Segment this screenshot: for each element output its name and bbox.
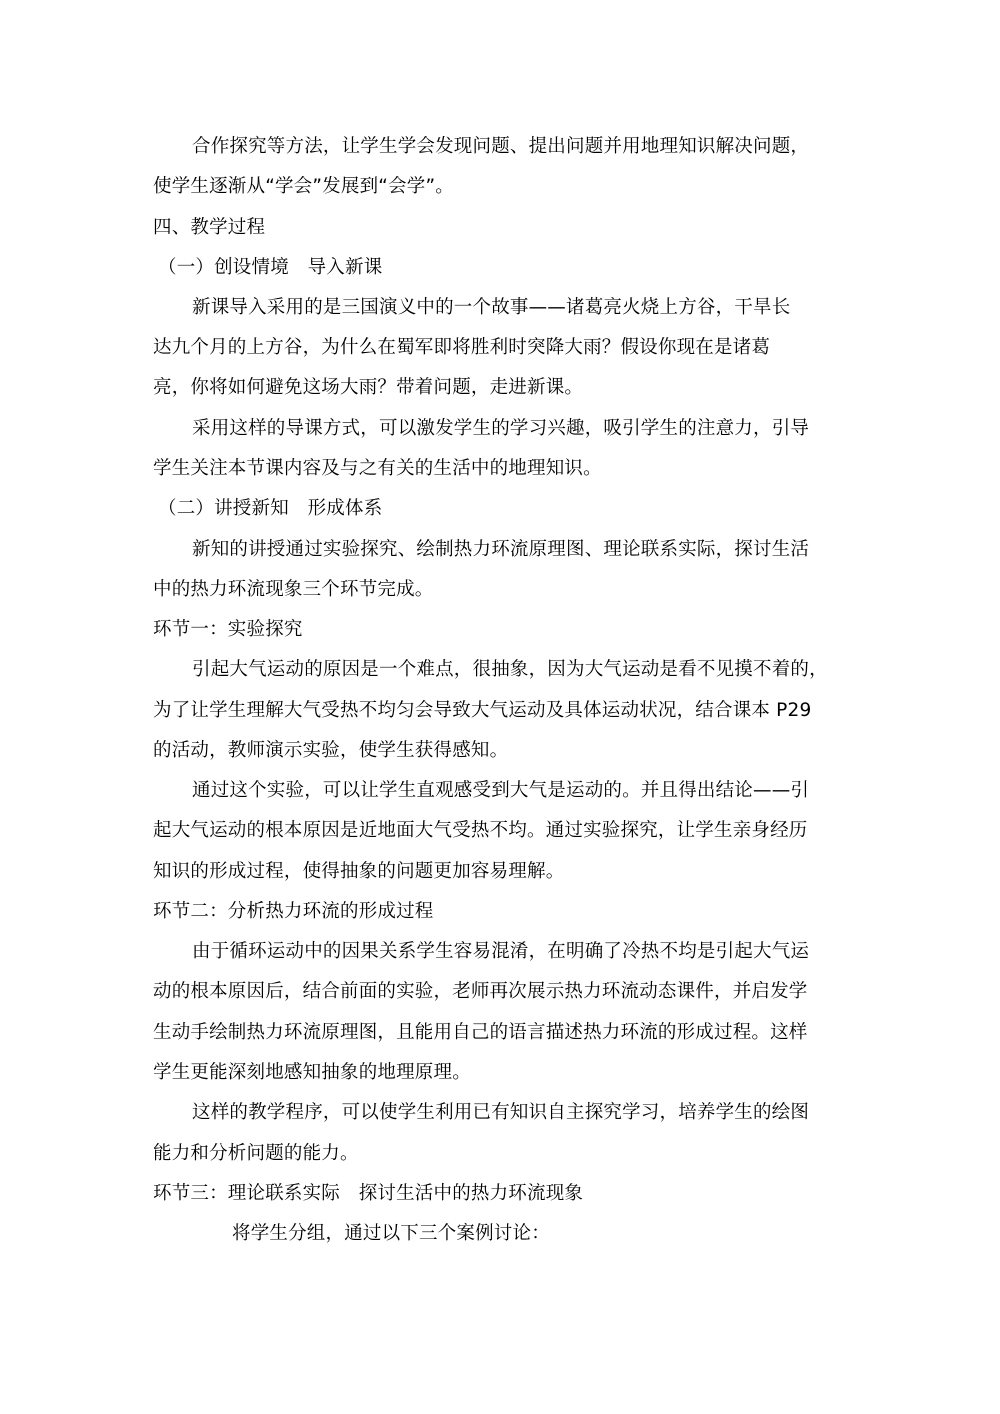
paragraph-line: 亮，你将如何避免这场大雨？带着问题，走进新课。 xyxy=(153,377,584,398)
paragraph-line: 新知的讲授通过实验探究、绘制热力环流原理图、理论联系实际，探讨生活 xyxy=(192,539,810,560)
paragraph-line: 动的根本原因后，结合前面的实验，老师再次展示热力环流动态课件，并启发学 xyxy=(153,981,808,1002)
paragraph-line: 采用这样的导课方式，可以激发学生的学习兴趣，吸引学生的注意力，引导 xyxy=(192,418,810,439)
paragraph-line: 中的热力环流现象三个环节完成。 xyxy=(153,579,434,600)
section-heading-teaching-process: 四、教学过程 xyxy=(153,217,266,238)
paragraph-line: 学生更能深刻地感知抽象的地理原理。 xyxy=(153,1062,471,1083)
paragraph-line: 合作探究等方法，让学生学会发现问题、提出问题并用地理知识解决问题， xyxy=(192,136,810,157)
subsection-heading-new-knowledge: （二）讲授新知 形成体系 xyxy=(158,498,383,519)
paragraph-line: 的活动，教师演示实验，使学生获得感知。 xyxy=(153,740,509,761)
paragraph-line: 这样的教学程序，可以使学生利用已有知识自主探究学习，培养学生的绘图 xyxy=(192,1102,810,1123)
paragraph-line: 新课导入采用的是三国演义中的一个故事——诸葛亮火烧上方谷，干旱长 xyxy=(192,297,791,318)
step-heading-2: 环节二：分析热力环流的形成过程 xyxy=(153,901,434,922)
paragraph-line: 能力和分析问题的能力。 xyxy=(153,1143,359,1164)
paragraph-line: 生动手绘制热力环流原理图，且能用自己的语言描述热力环流的形成过程。这样 xyxy=(153,1022,808,1043)
step-heading-3: 环节三：理论联系实际 探讨生活中的热力环流现象 xyxy=(153,1183,584,1204)
paragraph-line: 将学生分组，通过以下三个案例讨论： xyxy=(232,1223,550,1244)
paragraph-line: 学生关注本节课内容及与之有关的生活中的地理知识。 xyxy=(153,458,602,479)
paragraph-line: 为了让学生理解大气受热不均匀会导致大气运动及具体运动状况，结合课本 P29 xyxy=(153,700,812,721)
paragraph-line: 由于循环运动中的因果关系学生容易混淆，在明确了冷热不均是引起大气运 xyxy=(192,941,810,962)
step-heading-1: 环节一：实验探究 xyxy=(153,619,303,640)
paragraph-line: 达九个月的上方谷，为什么在蜀军即将胜利时突降大雨？假设你现在是诸葛 xyxy=(153,337,771,358)
paragraph-line: 通过这个实验，可以让学生直观感受到大气是运动的。并且得出结论——引 xyxy=(192,780,810,801)
paragraph-line: 起大气运动的根本原因是近地面大气受热不均。通过实验探究，让学生亲身经历 xyxy=(153,820,808,841)
subsection-heading-intro: （一）创设情境 导入新课 xyxy=(158,257,383,278)
paragraph-line: 使学生逐渐从“学会”发展到“会学”。 xyxy=(153,176,454,197)
paragraph-line: 引起大气运动的原因是一个难点，很抽象，因为大气运动是看不见摸不着的， xyxy=(192,659,828,680)
paragraph-line: 知识的形成过程，使得抽象的问题更加容易理解。 xyxy=(153,861,565,882)
